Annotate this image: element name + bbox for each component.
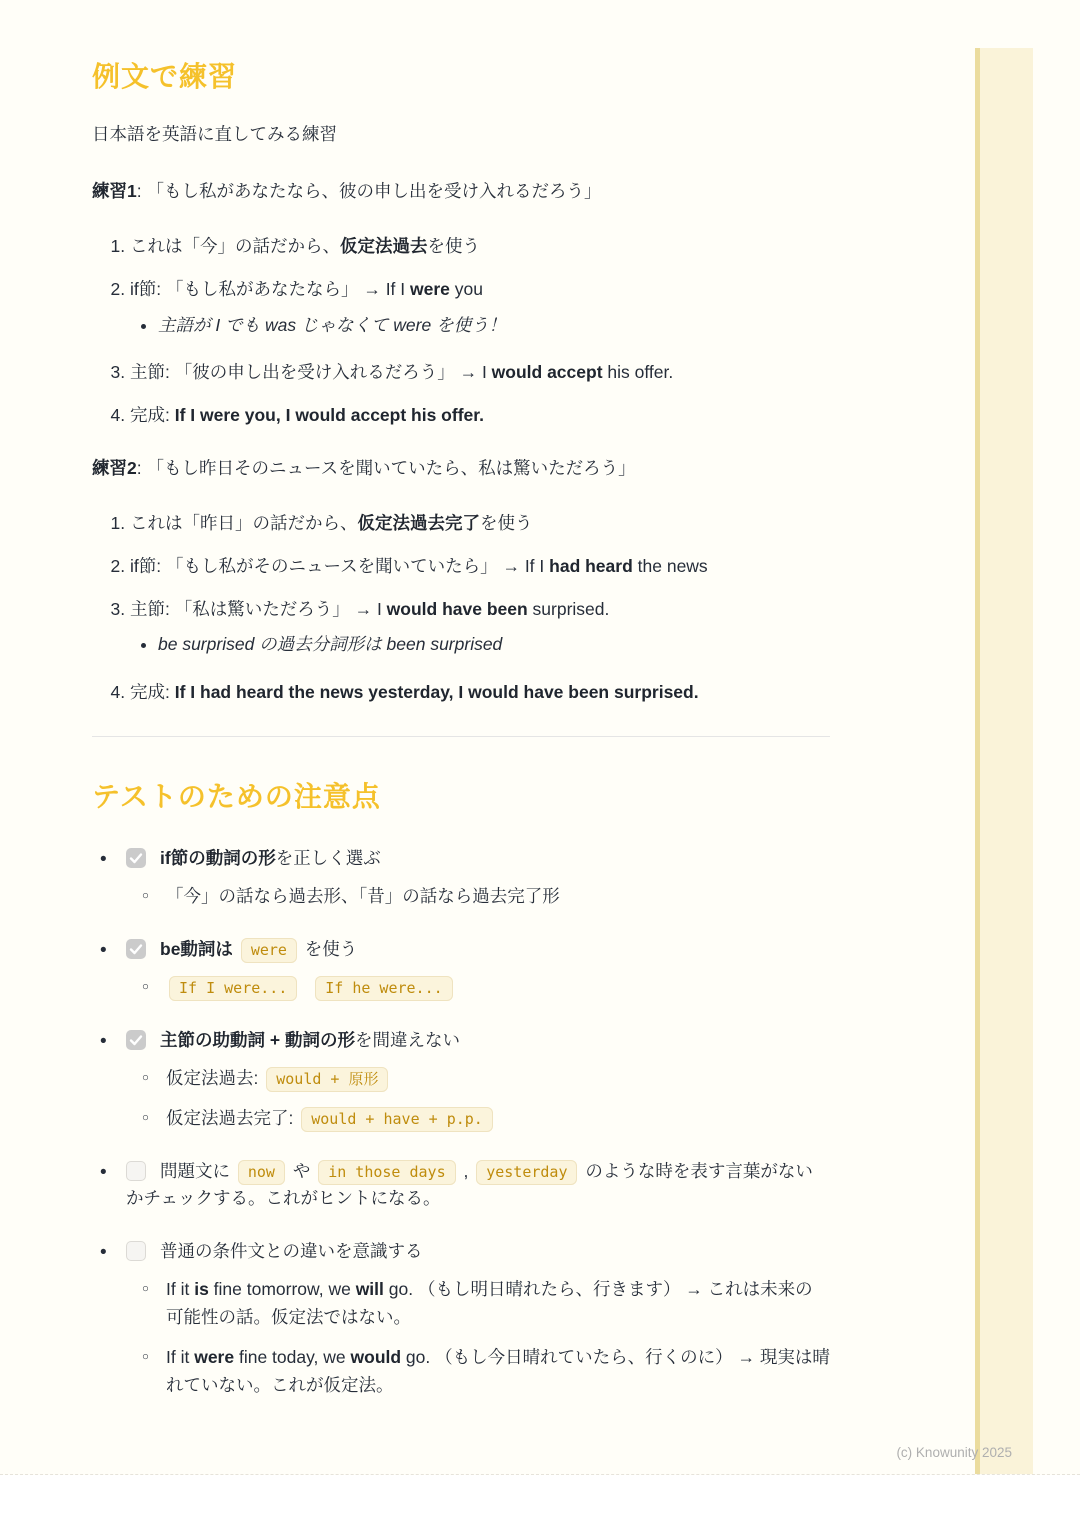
step-text [130,362,673,382]
checkbox-checked[interactable] [126,1030,146,1050]
step-text [130,279,483,299]
text-run: 仮定法過去完了: [166,1108,299,1128]
step-text [130,405,484,425]
bold-text: 仮定法過去 [340,236,428,257]
code-chip: yesterday [476,1160,577,1185]
section-divider [92,736,830,737]
code-chip: in those days [318,1160,455,1185]
checklist-item [100,936,830,1001]
step-text [130,513,533,533]
checklist-text [160,939,357,959]
code-chip: would + 原形 [266,1067,388,1092]
bold-text: 主節の助動詞 + 動詞の形 [160,1029,355,1050]
text-run [233,939,238,959]
text-run: : 「もし私があなたなら、彼の申し出を受け入れるだろう」 [136,181,602,202]
step-text [130,556,708,576]
section-title-practice: 例文で練習 [92,61,238,92]
bold-text: 仮定法過去完了 [357,513,480,533]
checklist-text [160,848,381,868]
bold-text: were [410,279,450,300]
step-item [130,553,830,580]
sub-item [142,1275,830,1331]
checklist-item [100,1238,830,1399]
note-item [158,312,830,339]
exercise2-steps [92,510,830,706]
text-run: If it [166,1279,195,1300]
step-item [130,596,830,658]
text-run: これは「昨日」の話だから、 [130,513,358,533]
page-right-band [975,48,1033,1475]
text-run: 完成: [130,681,175,702]
code-chip: would + have + p.p. [301,1107,493,1132]
step-text [130,599,609,619]
text-run: 普通の条件文との違いを意識する [160,1241,423,1262]
text-run: go. （もし明日晴れたら、行きます） → これは未来の可能性の話。仮定法ではない。 [166,1279,813,1328]
sub-item [142,1343,830,1399]
text-run: , [458,1161,474,1181]
copyright-text: (c) Knowunity 2025 [896,1445,1012,1460]
text-run: if節: 「もし私があなたなら」 → If I [130,279,411,300]
text-run: If it [166,1347,195,1368]
step-text [130,682,699,702]
exercise1-prompt [92,178,830,205]
checklist-sublist [142,882,830,910]
practice-intro: 日本語を英語に直してみる練習 [92,124,337,144]
page-content [92,40,830,1425]
text-run: のような時を表す言葉がないかチェックする。これがヒントになる。 [126,1161,813,1209]
text-run: surprised. [527,599,610,620]
exercise2-prompt [92,455,830,482]
text-run: を正しく選ぶ [275,847,381,868]
text-run: 仮定法過去: [166,1068,264,1088]
code-chip: now [238,1160,285,1185]
checklist-item [100,1027,830,1132]
text-run: if節: 「もし私がそのニュースを聞いていたら」 → If I [130,556,550,577]
text-run: を間違えない [354,1029,460,1050]
bold-text: would [350,1347,402,1368]
sub-item [142,1104,830,1132]
checklist-text [126,1161,813,1208]
italic-text: be surprised の過去分詞形は been surprised [158,634,503,655]
bold-text: If I had heard the news yesterday, I would have been surprised. [174,681,699,702]
sub-item [142,973,830,1001]
sub-item [142,882,830,910]
bold-text: be動詞は [160,938,233,959]
text-run: 主節: 「私は驚いただろう」 → I [130,599,387,620]
text-run: 「今」の話なら過去形、「昔」の話なら過去完了形 [166,885,560,906]
checklist-sublist [142,1064,830,1132]
text-run: go. （もし今日晴れていたら、行くのに） → 現実は晴れていない。これが仮定法。 [166,1347,830,1396]
step-text [130,236,480,256]
section-title-test-tips: テストのための注意点 [92,780,381,812]
bold-text: If I were you, I would accept his offer. [174,404,484,425]
step-item [130,359,830,386]
bold-text: 練習2 [92,457,137,478]
text-run: 完成: [130,404,175,425]
bold-text: would accept [491,361,603,382]
step-item [130,233,830,260]
text-run: fine tomorrow, we [208,1279,356,1300]
text-run: を使う [427,236,480,257]
code-chip: If I were... [169,976,297,1001]
test-checklist [92,845,830,1400]
checkbox-checked[interactable] [126,848,146,868]
text-run: the news [632,556,708,577]
text-run: 問題文に [160,1161,235,1181]
text-run: を使う [299,938,358,959]
text-run: を使う [480,513,533,533]
bold-text: is [194,1279,209,1300]
bold-text: would have been [386,599,528,620]
step-item [130,276,830,338]
bold-text: if節の動詞の形 [160,847,276,868]
checklist-sublist [142,1275,830,1399]
text-run: 主節: 「彼の申し出を受け入れるだろう」 → I [130,361,492,382]
checklist-item [100,845,830,910]
bold-text: 練習1 [92,181,137,202]
text-run: これは「今」の話だから、 [130,236,340,257]
bold-text: had heard [549,556,633,577]
bold-text: were [194,1347,235,1368]
exercise1-steps [92,233,830,429]
step-note-list [130,631,830,658]
text-run: : 「もし昨日そのニュースを聞いていたら、私は驚いただろう」 [136,457,636,478]
text-run [307,977,312,997]
checklist-sublist [142,973,830,1001]
step-item [130,679,830,706]
text-run: his offer. [602,361,674,382]
bold-text: will [355,1279,384,1300]
code-chip: were [241,938,297,963]
checkbox-unchecked[interactable] [126,1241,146,1261]
checkbox-unchecked[interactable] [126,1161,146,1181]
checkbox-checked[interactable] [126,939,146,959]
text-run: fine today, we [234,1347,351,1368]
checklist-item [100,1158,830,1212]
step-note-list [130,312,830,339]
checklist-text [160,1241,423,1261]
checklist-text [160,1030,460,1050]
italic-text: 主語が I でも was じゃなくて were を使う！ [158,314,507,335]
step-item [130,510,830,537]
sub-item [142,1064,830,1092]
step-item [130,402,830,429]
text-run: you [449,279,483,300]
code-chip: If he were... [315,976,452,1001]
text-run: や [287,1161,316,1181]
note-item [158,631,830,658]
